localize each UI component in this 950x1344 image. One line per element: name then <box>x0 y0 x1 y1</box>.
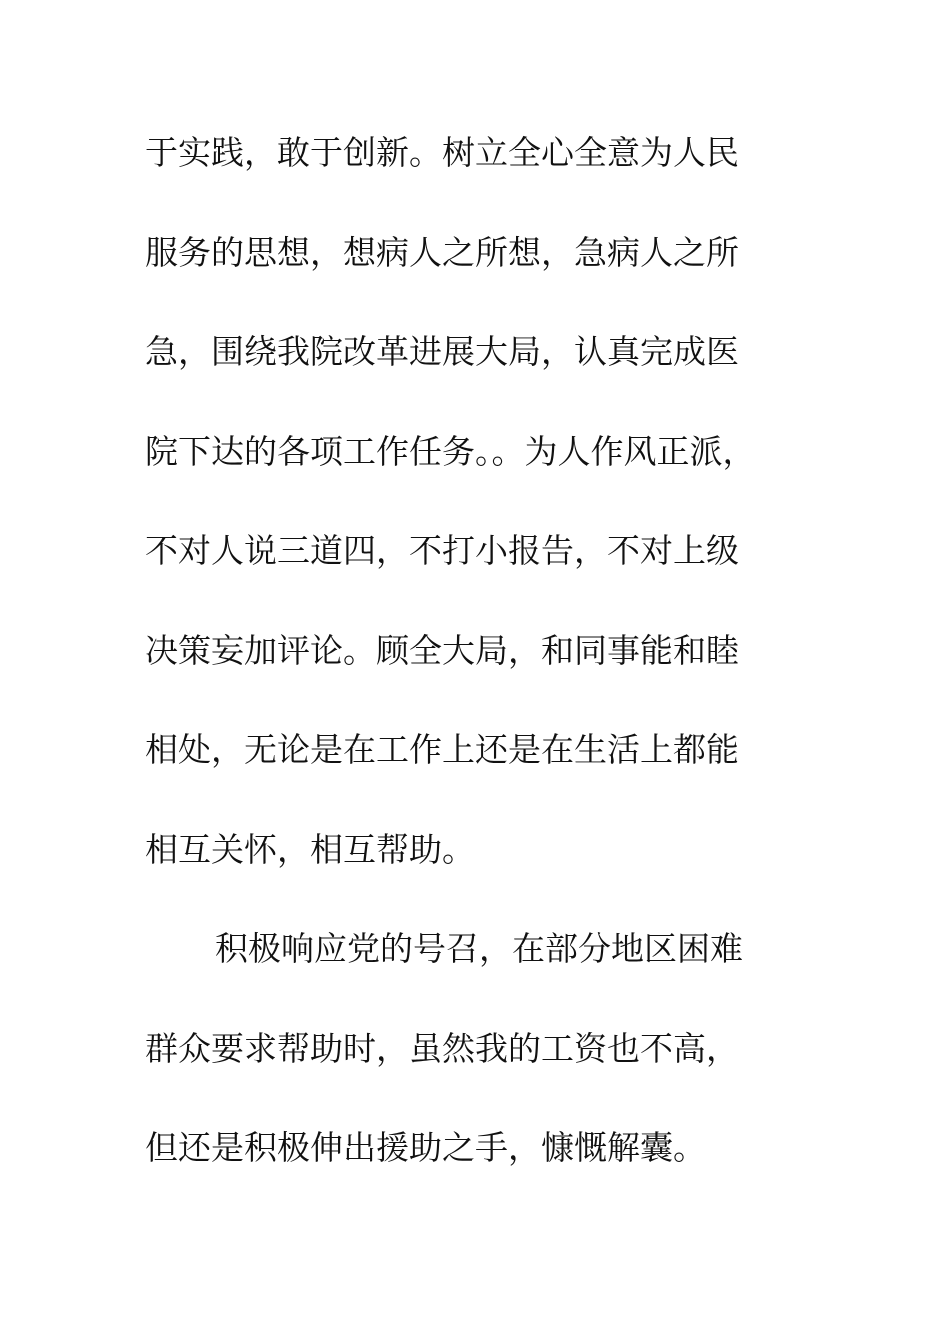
paragraph-line: 不对人说三道四，不打小报告，不对上级 <box>145 531 739 570</box>
paragraph-line: 决策妄加评论。顾全大局，和同事能和睦 <box>145 631 739 670</box>
paragraph-line: 群众要求帮助时，虽然我的工资也不高， <box>145 1029 739 1068</box>
paragraph-line: 相互关怀，相互帮助。 <box>145 830 475 869</box>
paragraph-line: 相处，无论是在工作上还是在生活上都能 <box>145 730 739 769</box>
paragraph-first-line: 积极响应党的号召，在部分地区困难 <box>215 929 743 968</box>
paragraph-line: 于实践，敢于创新。树立全心全意为人民 <box>145 133 739 172</box>
paragraph-line: 急，围绕我院改革进展大局，认真完成医 <box>145 332 739 371</box>
paragraph-line: 但还是积极伸出援助之手，慷慨解囊。 <box>145 1128 706 1167</box>
paragraph-line: 院下达的各项工作任务。。为人作风正派， <box>145 432 756 471</box>
paragraph-line: 服务的思想，想病人之所想，急病人之所 <box>145 233 739 272</box>
